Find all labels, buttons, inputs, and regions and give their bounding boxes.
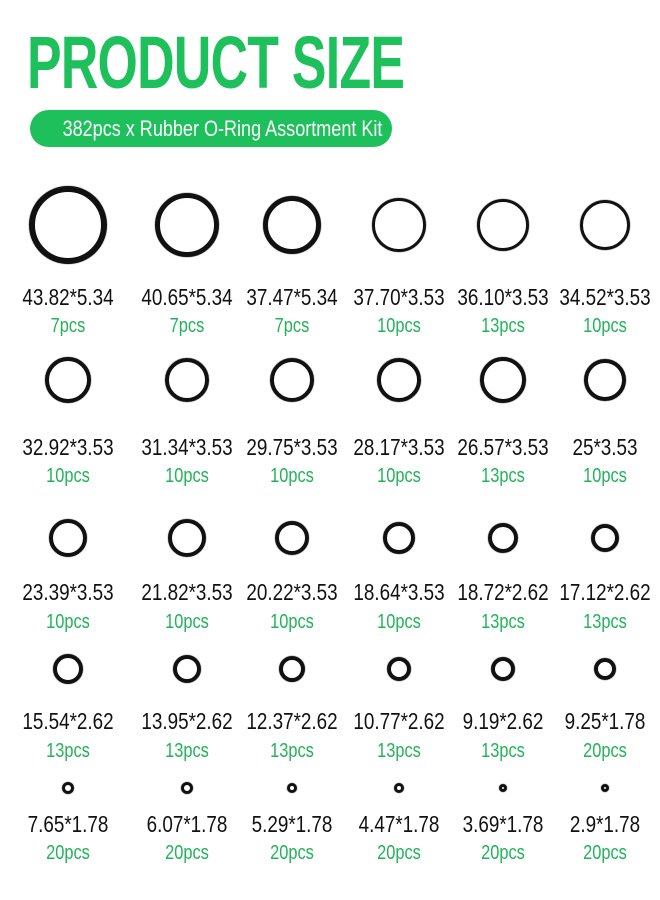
o-ring-icon bbox=[594, 658, 616, 680]
quantity-label: 7pcs bbox=[50, 315, 86, 337]
o-ring-icon bbox=[29, 186, 107, 264]
o-ring-icon bbox=[173, 655, 201, 683]
quantity-label: 7pcs bbox=[274, 315, 310, 337]
size-label: 26.57*3.53 bbox=[457, 434, 549, 460]
quantity-label: 13pcs bbox=[46, 740, 90, 762]
size-label: 13.95*2.62 bbox=[141, 708, 233, 734]
o-ring-icon bbox=[372, 198, 426, 252]
quantity-label: 10pcs bbox=[583, 465, 627, 487]
quantity-label: 13pcs bbox=[583, 611, 627, 633]
size-label: 17.12*2.62 bbox=[559, 579, 651, 605]
size-label: 40.65*5.34 bbox=[141, 284, 233, 310]
page-title: PRODUCT SIZE bbox=[27, 21, 405, 104]
o-ring-icon bbox=[480, 357, 526, 403]
size-label: 37.47*5.34 bbox=[246, 284, 338, 310]
size-label: 29.75*3.53 bbox=[246, 434, 338, 460]
o-ring-icon bbox=[62, 782, 74, 794]
quantity-label: 10pcs bbox=[46, 465, 90, 487]
size-label: 9.19*2.62 bbox=[462, 708, 544, 734]
subtitle-text: 382pcs x Rubber O-Ring Assortment Kit bbox=[62, 116, 383, 141]
o-ring-icon bbox=[488, 523, 518, 553]
size-label: 25*3.53 bbox=[572, 434, 638, 460]
quantity-label: 10pcs bbox=[377, 315, 421, 337]
size-label: 28.17*3.53 bbox=[353, 434, 445, 460]
size-label: 21.82*3.53 bbox=[141, 579, 233, 605]
o-ring-icon bbox=[499, 784, 507, 792]
subtitle-banner bbox=[30, 110, 392, 147]
size-label: 15.54*2.62 bbox=[22, 708, 114, 734]
o-ring-icon bbox=[263, 196, 321, 254]
o-ring-icon bbox=[591, 524, 619, 552]
o-ring-icon bbox=[49, 519, 87, 557]
o-ring-icon bbox=[270, 358, 314, 402]
size-label: 34.52*3.53 bbox=[559, 284, 651, 310]
quantity-label: 13pcs bbox=[270, 740, 314, 762]
size-label: 2.9*1.78 bbox=[569, 811, 641, 837]
size-label: 32.92*3.53 bbox=[22, 434, 114, 460]
o-ring-icon bbox=[584, 359, 626, 401]
size-label: 31.34*3.53 bbox=[141, 434, 233, 460]
size-label: 7.65*1.78 bbox=[27, 811, 109, 837]
o-ring-icon bbox=[181, 782, 193, 794]
quantity-label: 10pcs bbox=[165, 611, 209, 633]
size-label: 43.82*5.34 bbox=[22, 284, 114, 310]
size-label: 18.72*2.62 bbox=[457, 579, 549, 605]
quantity-label: 13pcs bbox=[481, 611, 525, 633]
quantity-label: 20pcs bbox=[583, 842, 627, 864]
size-label: 37.70*3.53 bbox=[353, 284, 445, 310]
o-ring-icon bbox=[377, 358, 421, 402]
o-ring-icon bbox=[168, 519, 206, 557]
o-ring-icon bbox=[601, 784, 609, 792]
o-ring-icon bbox=[387, 657, 411, 681]
size-label: 20.22*3.53 bbox=[246, 579, 338, 605]
quantity-label: 10pcs bbox=[377, 611, 421, 633]
o-ring-icon bbox=[53, 654, 83, 684]
size-label: 4.47*1.78 bbox=[358, 811, 440, 837]
size-label: 18.64*3.53 bbox=[353, 579, 445, 605]
size-label: 6.07*1.78 bbox=[146, 811, 228, 837]
quantity-label: 13pcs bbox=[377, 740, 421, 762]
quantity-label: 10pcs bbox=[377, 465, 421, 487]
o-ring-icon bbox=[383, 522, 415, 554]
size-label: 5.29*1.78 bbox=[251, 811, 333, 837]
size-label: 3.69*1.78 bbox=[462, 811, 544, 837]
quantity-label: 13pcs bbox=[481, 315, 525, 337]
o-ring-icon bbox=[155, 193, 219, 257]
size-label: 9.25*1.78 bbox=[564, 708, 646, 734]
quantity-label: 20pcs bbox=[165, 842, 209, 864]
o-ring-icon bbox=[394, 783, 404, 793]
quantity-label: 10pcs bbox=[270, 611, 314, 633]
quantity-label: 10pcs bbox=[46, 611, 90, 633]
quantity-label: 20pcs bbox=[377, 842, 421, 864]
o-ring-icon bbox=[275, 521, 309, 555]
quantity-label: 20pcs bbox=[46, 842, 90, 864]
size-label: 12.37*2.62 bbox=[246, 708, 338, 734]
o-ring-icon bbox=[287, 783, 297, 793]
quantity-label: 20pcs bbox=[583, 740, 627, 762]
quantity-label: 20pcs bbox=[481, 842, 525, 864]
quantity-label: 13pcs bbox=[481, 465, 525, 487]
o-ring-icon bbox=[279, 656, 305, 682]
size-label: 10.77*2.62 bbox=[353, 708, 445, 734]
o-ring-icon bbox=[165, 358, 209, 402]
o-ring-icon bbox=[45, 357, 91, 403]
quantity-label: 10pcs bbox=[165, 465, 209, 487]
size-label: 36.10*3.53 bbox=[457, 284, 549, 310]
size-label: 23.39*3.53 bbox=[22, 579, 114, 605]
quantity-label: 7pcs bbox=[169, 315, 205, 337]
o-ring-icon bbox=[477, 199, 529, 251]
quantity-label: 20pcs bbox=[270, 842, 314, 864]
o-ring-icon bbox=[580, 200, 630, 250]
quantity-label: 10pcs bbox=[583, 315, 627, 337]
quantity-label: 13pcs bbox=[165, 740, 209, 762]
quantity-label: 13pcs bbox=[481, 740, 525, 762]
o-ring-icon bbox=[491, 657, 515, 681]
quantity-label: 10pcs bbox=[270, 465, 314, 487]
